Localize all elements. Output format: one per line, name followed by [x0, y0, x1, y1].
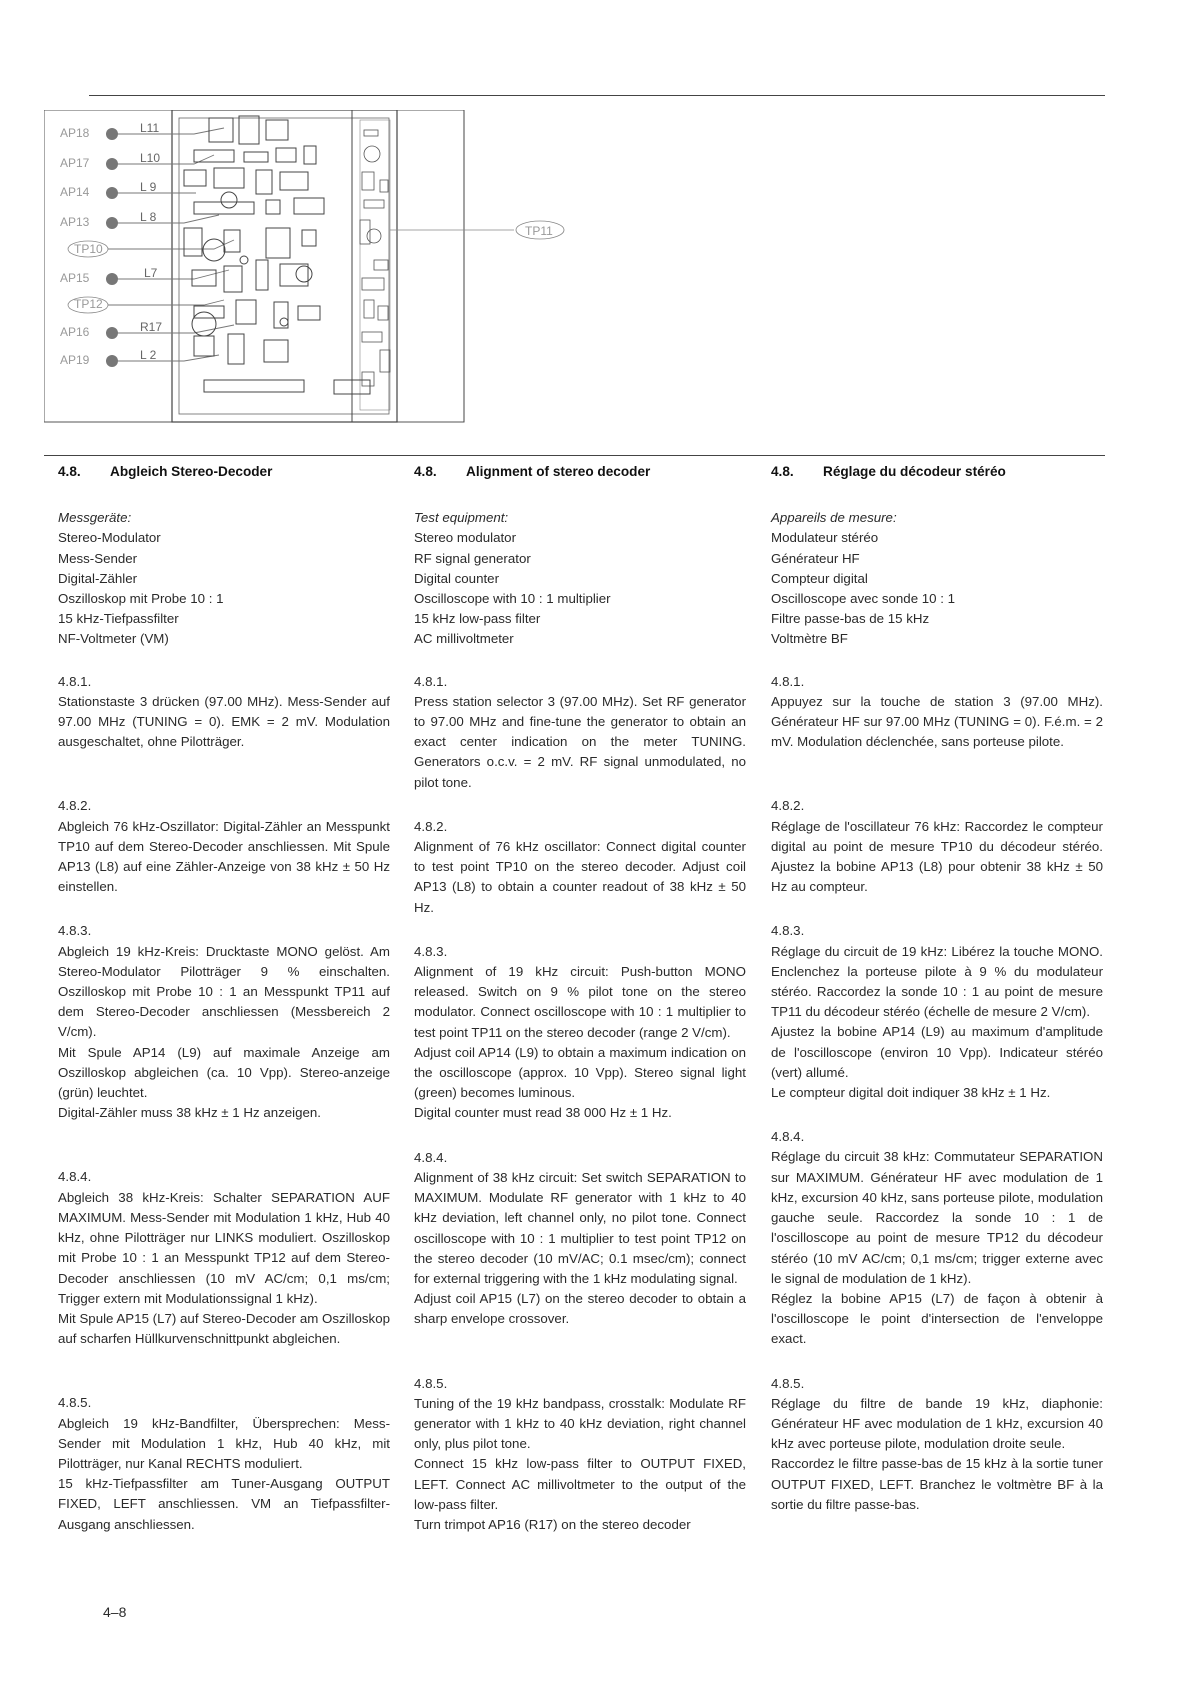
heading-title: Abgleich Stereo-Decoder [110, 464, 273, 479]
label-coil-l11: L11 [140, 121, 160, 135]
paragraph: Appuyez sur la touche de station 3 (97.00 MHz). Générateur HF sur 97.00 MHz (TUNING = 0). F.é.m. = 2 mV. Modulation déclenchée, sans porteuse pilote. [771, 693, 1103, 750]
subsection-number: 4.8.2. [771, 798, 805, 814]
equipment-item: Stereo modulator [414, 530, 516, 546]
label-coil-l7: L7 [144, 266, 158, 280]
label-ap14: AP14 [60, 185, 90, 199]
subsection-4-8-2 [771, 796, 1103, 897]
top-rule [89, 95, 1105, 96]
subsection-number: 4.8.4. [414, 1149, 448, 1165]
label-coil-l9: L 9 [140, 180, 157, 194]
label-ap18: AP18 [60, 126, 90, 140]
paragraph: Ajustez la bobine AP14 (L9) au maximum d'amplitude de l'oscilloscope (environ 10 Vpp). Indicateur stéréo (vert) allumé. [771, 1024, 1103, 1080]
heading-number: 4.8. [771, 464, 794, 479]
subsection-4-8-1 [414, 672, 746, 793]
paragraph: Réglage du filtre de bande 19 kHz, diaphonie: Générateur HF avec modulation de 1 kHz, excursion 40 kHz avec porteuse pilote, modulation droite seule. [771, 1395, 1103, 1452]
subsection-4-8-3 [771, 921, 1103, 1103]
paragraph: Stationstaste 3 drücken (97.00 MHz). Mess-Sender auf 97.00 MHz (TUNING = 0). EMK = 2 mV. Modulation ausgeschaltet, ohne Pilotträger. [58, 693, 390, 750]
section-heading-en [414, 462, 746, 482]
page-number: 4–8 [103, 1604, 127, 1620]
subsection-number: 4.8.2. [414, 818, 448, 834]
paragraph: Turn trimpot AP16 (R17) on the stereo decoder [414, 1516, 691, 1532]
subsection-number: 4.8.4. [771, 1129, 805, 1145]
equipment-title: Messgeräte: [58, 510, 132, 526]
paragraph: Press station selector 3 (97.00 MHz). Set RF generator to 97.00 MHz and fine-tune the generator to obtain an exact center indication on the meter TUNING. Generators o.c.v. = 2 mV. RF signal unmodulated, no pilot tone. [414, 693, 746, 790]
equipment-item: Oscilloscope avec sonde 10 : 1 [771, 591, 956, 607]
label-coil-r17: R17 [140, 320, 163, 334]
subsection-number: 4.8.1. [414, 673, 448, 689]
paragraph: Réglage du circuit de 19 kHz: Libérez la touche MONO. Enclenchez la porteuse pilote à 9 % du modulateur stéréo. Raccordez la sonde 10 : 1 au point de mesure TP11 du décodeur stéréo (échelle de mesure 2 V/cm). [771, 943, 1103, 1020]
paragraph: Réglez la bobine AP15 (L7) de façon à obtenir à l'oscilloscope le point d'intersection de l'enveloppe exact. [771, 1290, 1103, 1347]
paragraph: Abgleich 19 kHz-Kreis: Drucktaste MONO gelöst. Am Stereo-Modulator Pilotträger 9 % einschalten. Oszilloskop mit Probe 10 : 1 an Messpunkt TP11 auf dem Stereo-Decoder anschliessen (Messbereich 2 V/cm). [58, 943, 390, 1040]
paragraph: Abgleich 76 kHz-Oszillator: Digital-Zähler an Messpunkt TP10 auf dem Stereo-Decoder anschliessen. Mit Spule AP13 (L8) auf eine Zähler-Anzeige von 38 kHz ± 50 Hz einstellen. [58, 818, 390, 895]
paragraph: Le compteur digital doit indiquer 38 kHz ± 1 Hz. [771, 1085, 1051, 1101]
equipment-item: NF-Voltmeter (VM) [58, 631, 169, 647]
left-test-point-labels [60, 126, 103, 367]
paragraph: 15 kHz-Tiefpassfilter am Tuner-Ausgang OUTPUT FIXED, LEFT anschliessen. VM an Tiefpassfilter-Ausgang anschliessen. [58, 1476, 390, 1532]
subsection-number: 4.8.3. [771, 923, 805, 939]
column-french [771, 462, 1103, 1515]
label-coil-l8: L 8 [140, 210, 157, 224]
column-english [414, 462, 746, 1535]
equipment-item: 15 kHz-Tiefpassfilter [58, 611, 179, 627]
section-heading-de [58, 462, 390, 482]
subsection-4-8-5 [58, 1393, 390, 1534]
paragraph: Abgleich 19 kHz-Bandfilter, Übersprechen: Mess-Sender mit Modulation 1 kHz, Hub 40 kHz, mit Pilotträger, nur Kanal RECHTS moduliert. [58, 1415, 390, 1471]
label-coil-l2: L 2 [140, 348, 157, 362]
equipment-title: Test equipment: [414, 510, 509, 526]
paragraph: Mit Spule AP15 (L7) auf Stereo-Decoder am Oszilloskop auf scharfen Hüllkurvenschnittpunkt abgleichen. [58, 1310, 390, 1347]
equipment-list [771, 528, 1103, 649]
equipment-item: Oszilloskop mit Probe 10 : 1 [58, 591, 224, 607]
subsection-number: 4.8.3. [58, 923, 92, 939]
subsection-4-8-3 [414, 942, 746, 1124]
subsection-4-8-4 [58, 1167, 390, 1349]
label-ap16: AP16 [60, 325, 90, 339]
column-german [58, 462, 390, 1535]
equipment-item: Compteur digital [771, 570, 868, 586]
paragraph: Adjust coil AP14 (L9) to obtain a maximum indication on the oscilloscope (approx. 10 Vpp). Stereo signal light (green) becomes luminous. [414, 1044, 746, 1101]
subsection-4-8-5 [771, 1374, 1103, 1515]
paragraph: Abgleich 38 kHz-Kreis: Schalter SEPARATION AUF MAXIMUM. Mess-Sender mit Modulation 1 kHz, Hub 40 kHz, ohne Pilotträger nur LINKS moduliert. Oszilloskop mit Probe 10 : 1 an Messpunkt TP12 auf dem Stereo-Decoder anschliessen (10 mV AC/cm; 0,1 ms/cm; Trigger extern mit Modulationssignal 1 kHz). [58, 1189, 390, 1306]
paragraph: Alignment of 19 kHz circuit: Push-button MONO released. Switch on 9 % pilot tone on the stereo modulator. Connect oscilloscope with 10 : 1 multiplier to test point TP11 on the stereo decoder (range 2 V/cm). [414, 964, 746, 1040]
equipment-item: Modulateur stéréo [771, 530, 879, 546]
heading-number: 4.8. [414, 464, 437, 479]
equipment-item: AC millivoltmeter [414, 631, 514, 647]
label-tp12: TP12 [74, 297, 103, 311]
subsection-4-8-2 [58, 796, 390, 897]
subsection-number: 4.8.5. [414, 1375, 448, 1391]
heading-title: Réglage du décodeur stéréo [823, 464, 1006, 479]
subsection-number: 4.8.1. [58, 673, 92, 689]
pcb-layout-diagram [44, 110, 584, 440]
equipment-item: Filtre passe-bas de 15 kHz [771, 611, 930, 627]
subsection-number: 4.8.3. [414, 943, 448, 959]
subsection-number: 4.8.5. [58, 1395, 92, 1411]
subsection-number: 4.8.1. [771, 673, 805, 689]
paragraph: Connect 15 kHz low-pass filter to OUTPUT FIXED, LEFT. Connect AC millivoltmeter to the output of the low-pass filter. [414, 1456, 746, 1512]
subsection-number: 4.8.4. [58, 1169, 92, 1185]
label-tp10: TP10 [74, 242, 103, 256]
label-coil-l10: L10 [140, 151, 161, 165]
coil-labels [140, 121, 162, 362]
label-ap17: AP17 [60, 156, 90, 170]
subsection-4-8-4 [771, 1127, 1103, 1349]
paragraph: Digital-Zähler muss 38 kHz ± 1 Hz anzeigen. [58, 1105, 321, 1121]
equipment-item: RF signal generator [414, 550, 531, 566]
paragraph: Adjust coil AP15 (L7) on the stereo decoder to obtain a sharp envelope crossover. [414, 1291, 746, 1327]
equipment-item: Générateur HF [771, 550, 860, 566]
paragraph: Tuning of the 19 kHz bandpass, crosstalk: Modulate RF generator with 1 kHz to 40 kHz deviation, right channel only, plus pilot tone. [414, 1395, 746, 1452]
paragraph: Mit Spule AP14 (L9) auf maximale Anzeige am Oszilloskop abgleichen (ca. 10 Vpp). Stereo-anzeige (grün) leuchtet. [58, 1044, 390, 1101]
equipment-item: Stereo-Modulator [58, 530, 161, 546]
subsection-4-8-2 [414, 817, 746, 918]
paragraph: Alignment of 38 kHz circuit: Set switch SEPARATION to MAXIMUM. Modulate RF generator with 1 kHz to 40 kHz deviation, left channel only, no pilot tone. Connect oscilloscope with 10 : 1 multiplier to test point TP12 on the stereo decoder (10 mV/AC; 0.1 msec/cm); connect for external triggering with the 1 kHz modulating signal. [414, 1169, 746, 1286]
paragraph: Réglage du circuit 38 kHz: Commutateur SEPARATION sur MAXIMUM. Générateur HF avec modulation de 1 kHz, excursion 40 kHz, sans porteuse pilote, modulation gauche seule. Raccordez la sonde 10 : 1 de l'oscilloscope au point de mesure TP12 du décodeur stéréo (10 mV AC/cm; 0,1 ms/cm; trigger externe avec le signal de modulation de 1 kHz). [771, 1149, 1103, 1286]
subsection-4-8-3 [58, 921, 390, 1123]
subsection-4-8-4 [414, 1148, 746, 1330]
equipment-item: 15 kHz low-pass filter [414, 611, 541, 627]
subsection-number: 4.8.2. [58, 798, 92, 814]
paragraph: Alignment of 76 kHz oscillator: Connect digital counter to test point TP10 on the stereo decoder. Adjust coil AP13 (L8) to obtain a counter readout of 38 kHz ± 50 Hz. [414, 839, 746, 915]
subsection-4-8-1 [58, 672, 390, 753]
equipment-list [58, 528, 390, 649]
label-ap19: AP19 [60, 353, 90, 367]
section-heading-fr [771, 462, 1103, 482]
equipment-item: Oscilloscope with 10 : 1 multiplier [414, 591, 611, 607]
equipment-item: Voltmètre BF [771, 631, 848, 647]
section-rule [44, 455, 1105, 456]
heading-title: Alignment of stereo decoder [466, 464, 651, 479]
equipment-item: Mess-Sender [58, 550, 138, 566]
equipment-item: Digital counter [414, 570, 499, 586]
paragraph: Réglage de l'oscillateur 76 kHz: Raccordez le compteur digital au point de mesure TP10 du décodeur stéréo. Ajustez la bobine AP13 (L8) pour obtenir 38 kHz ± 50 Hz au compteur. [771, 818, 1103, 895]
subsection-4-8-1 [771, 672, 1103, 753]
equipment-title: Appareils de mesure: [771, 510, 897, 526]
equipment-list [414, 528, 746, 649]
label-tp11: TP11 [525, 224, 553, 238]
label-ap13: AP13 [60, 215, 90, 229]
subsection-4-8-5 [414, 1374, 746, 1536]
heading-number: 4.8. [58, 464, 81, 479]
paragraph: Digital counter must read 38 000 Hz ± 1 Hz. [414, 1105, 672, 1121]
equipment-item: Digital-Zähler [58, 570, 138, 586]
label-ap15: AP15 [60, 271, 90, 285]
paragraph: Raccordez le filtre passe-bas de 15 kHz à la sortie tuner OUTPUT FIXED, LEFT. Branchez le voltmètre BF à la sortie du filtre passe-bas. [771, 1456, 1103, 1512]
subsection-number: 4.8.5. [771, 1375, 805, 1391]
